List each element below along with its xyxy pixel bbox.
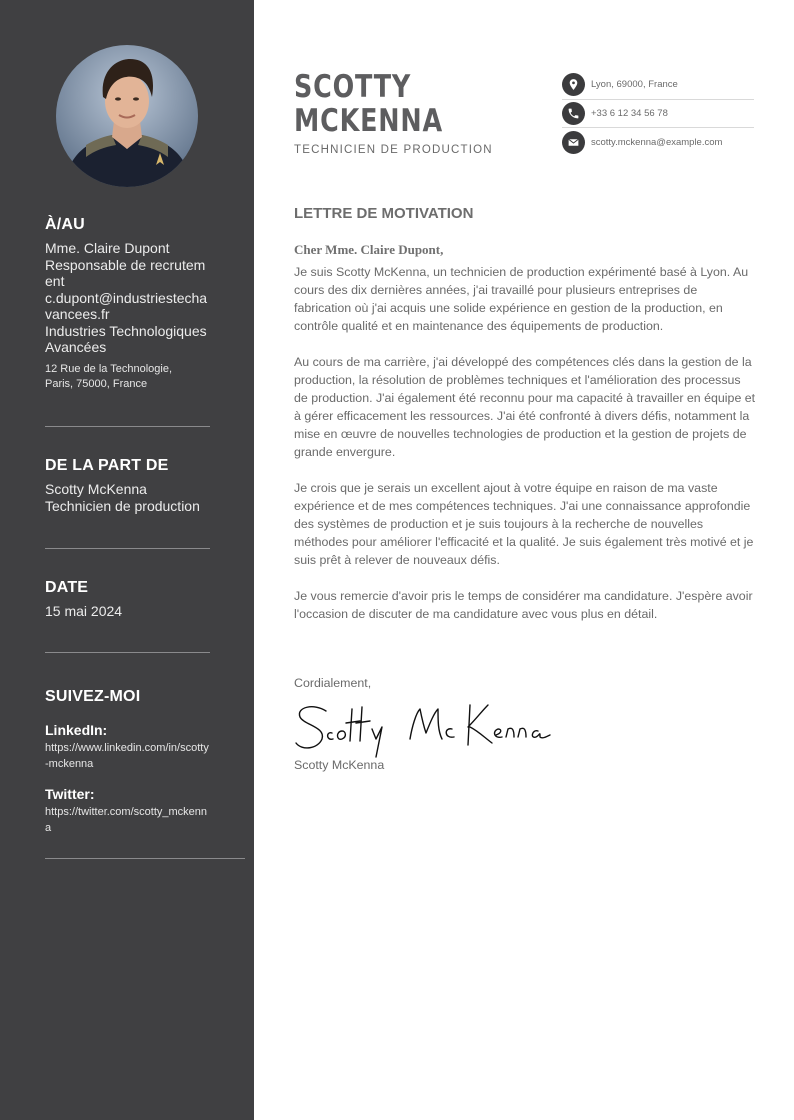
- linkedin-label: LinkedIn:: [45, 722, 108, 738]
- letter-greeting: Cher Mme. Claire Dupont,: [294, 242, 444, 257]
- date-section: [45, 579, 210, 620]
- signer-name: Scotty McKenna: [294, 758, 385, 772]
- email-icon: [562, 131, 585, 154]
- sidebar-divider: [45, 426, 210, 427]
- recipient-email[interactable]: c.dupont@industriestechavancees.fr: [45, 289, 208, 322]
- recipient-address-line: Paris, 75000, France: [45, 377, 148, 390]
- contact-list: [562, 71, 754, 157]
- name-line-last: MCKENNA: [294, 103, 443, 139]
- sender-name: Scotty McKenna: [45, 481, 147, 497]
- recipient-section: [45, 216, 210, 392]
- social-heading: SUIVEZ-MOI: [45, 688, 141, 705]
- handwritten-signature: [292, 697, 572, 761]
- sidebar: [0, 0, 254, 1120]
- sidebar-divider: [45, 858, 245, 859]
- recipient-role: Responsable de recrutement: [45, 256, 206, 289]
- contact-phone[interactable]: [562, 100, 754, 129]
- contact-email[interactable]: [562, 128, 754, 157]
- letter-paragraph: Au cours de ma carrière, j'ai développé des compétences clés dans la gestion de la production, la résolution de problèmes techniques et l'amélioration des processus de production. J'ai également été reconnu pour ma capacité à travailler en équipe et à gérer efficacement les ressources. J'ai été confronté à divers défis, notamment la mise en œuvre de nouvelles technologies de production et la gestion de projets de grande envergure.: [294, 355, 756, 459]
- contact-location: [562, 71, 754, 100]
- letter-paragraph: Je crois que je serais un excellent ajout à votre équipe en raison de ma vaste expérience et de mes compétences techniques. J'ai une connaissance approfondie des systèmes de production et je suis toujours à la recherche de nouvelles méthodes pour améliorer l'efficacité et la qualité. Je suis également très motivé et je suis prêt à relever de nouveaux défis.: [294, 481, 754, 567]
- letter-title: LETTRE DE MOTIVATION: [294, 205, 474, 222]
- phone-icon: [562, 102, 585, 125]
- letter-paragraph: Je suis Scotty McKenna, un technicien de production expérimenté basé à Lyon. Au cours des dix dernières années, j'ai travaillé pour plusieurs entreprises de fabrication où j'ai acquis une solide expérience en gestion de la production, en contrôle qualité et en maintenance des équipements de production.: [294, 265, 749, 333]
- twitter-label: Twitter:: [45, 786, 95, 802]
- contact-email-text: scotty.mckenna@example.com: [591, 136, 723, 148]
- contact-phone-text: +33 6 12 34 56 78: [591, 107, 668, 119]
- avatar: [56, 45, 198, 187]
- sender-full-name: [294, 70, 443, 138]
- recipient-address-line: 12 Rue de la Technologie,: [45, 362, 173, 375]
- sender-role: Technicien de production: [45, 497, 200, 514]
- job-title: TECHNICIEN DE PRODUCTION: [294, 144, 493, 156]
- letter-paragraph: Je vous remercie d'avoir pris le temps de considérer ma candidature. J'espère avoir l'occasion de discuter de ma candidature avec vous plus en détail.: [294, 589, 753, 621]
- recipient-name: Mme. Claire Dupont: [45, 240, 170, 256]
- date-heading: DATE: [45, 579, 89, 596]
- sidebar-divider: [45, 652, 210, 653]
- contact-location-text: Lyon, 69000, France: [591, 79, 678, 91]
- sender-section: [45, 457, 210, 514]
- recipient-company: Industries Technologiques Avancées: [45, 322, 207, 355]
- recipient-heading: À/AU: [45, 216, 85, 233]
- profile-photo: [56, 45, 198, 187]
- twitter-link[interactable]: https://twitter.com/scotty_mckenna: [45, 806, 208, 834]
- linkedin-link[interactable]: https://www.linkedin.com/in/scotty-mckenna: [45, 742, 209, 770]
- letter-body: [294, 263, 756, 641]
- date-value: 15 mai 2024: [45, 603, 123, 619]
- name-line-first: SCOTTY: [294, 69, 412, 105]
- sender-heading: DE LA PART DE: [45, 457, 169, 474]
- letter-closing: Cordialement,: [294, 676, 372, 690]
- sidebar-divider: [45, 548, 210, 549]
- social-section: [45, 688, 210, 836]
- location-pin-icon: [562, 73, 585, 96]
